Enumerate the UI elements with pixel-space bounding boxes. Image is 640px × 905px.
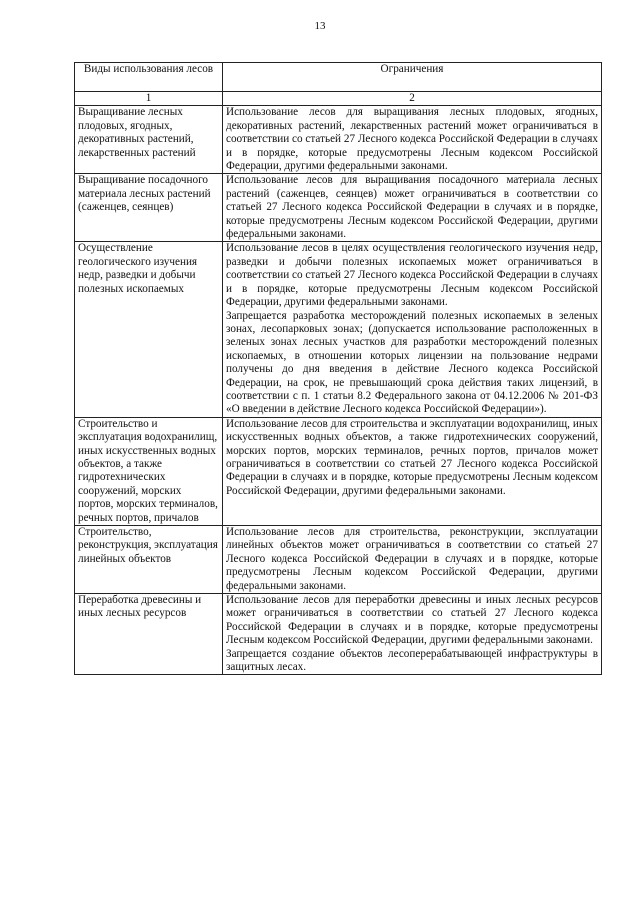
table-row [75,417,602,525]
restriction-cell [223,174,602,242]
table-row [75,106,602,174]
column-header-restrictions: Ограничения [223,63,602,92]
restriction-cell [223,242,602,417]
usage-kind-cell: Выращивание посадочного материала лесных растений (саженцев, сеянцев) [75,174,223,242]
table-row [75,174,602,242]
restriction-paragraph: Запрещается разработка месторождений полезных ископаемых в зеленых зонах, лесопарковых зонах; (допускается использование расположенных в зеленых зонах лесных участков для разработки месторождений полезных ископаемых, в отношении которых лицензии на пользование недрами получены до дня введения в действие Лесного кодекса Российской Федерации, на срок, не превышающий срока действия таких лицензий, в соответствии с п. 1 статьи 8.2 Федерального закона от 04.12.2006 № 201-ФЗ «О введении в действие Лесного кодекса Российской Федерации»). [226,309,598,416]
restriction-paragraph: Использование лесов для выращивания посадочного материала лесных растений (саженцев, сеянцев) может ограничиваться в соответствии со статьей 27 Лесного кодекса Российской Федерации в случаях и в порядке, которые предусмотрены Лесным кодексом Российской Федерации, другими федеральными законами. [226,174,598,241]
page-number: 13 [314,20,326,32]
table-body [75,106,602,675]
table-header-row [75,63,602,92]
restriction-paragraph: Использование лесов для строительства и эксплуатации водохранилищ, иных искусственных водных объектов, а также гидротехнических сооружений, морских портов, морских терминалов, речных портов, причалов может ограничиваться в соответствии со статьей 27 Лесного кодекса Российской Федерации в случаях и в порядке, которые предусмотрены Лесным кодексом Российской Федерации, другими федеральными законами. [226,417,598,497]
column-number-row [75,92,602,106]
table-row [75,526,602,594]
restriction-cell [223,526,602,594]
restriction-paragraph: Использование лесов для переработки древесины и иных лесных ресурсов может ограничиваться в соответствии со статьей 27 Лесного кодекса Российской Федерации в случаях и в порядке, которые предусмотрены Лесным кодексом Российской Федерации, другими федеральными законами. [226,594,598,647]
usage-kind-cell: Строительство, реконструкция, эксплуатация линейных объектов [75,526,223,594]
restrictions-table [74,62,602,675]
column-header-kinds: Виды использования лесов [75,63,223,92]
restriction-paragraph: Использование лесов для строительства, реконструкции, эксплуатации линейных объектов может ограничиваться в соответствии со статьей 27 Лесного кодекса Российской Федерации в случаях и в порядке, которые предусмотрены Лесным кодексом Российской Федерации, другими федеральными законами. [226,526,598,592]
restriction-cell [223,106,602,174]
restriction-paragraph: Использование лесов в целях осуществления геологического изучения недр, разведки и добычи полезных ископаемых может ограничиваться в соответствии со статьей 27 Лесного кодекса Российской Федерации в случаях и в порядке, которые предусмотрены Лесным кодексом Российской Федерации, другими федеральными законами. [226,242,598,309]
restriction-cell [223,594,602,675]
restriction-paragraph: Запрещается создание объектов лесоперерабатывающей инфраструктуры в защитных лесах. [226,647,598,674]
restriction-cell [223,417,602,525]
usage-kind-cell: Выращивание лесных плодовых, ягодных, декоративных растений, лекарственных растений [75,106,223,174]
restriction-paragraph: Использование лесов для выращивания лесных плодовых, ягодных, декоративных растений, лекарственных растений может ограничиваться в соответствии со статьей 27 Лесного кодекса Российской Федерации в случаях и в порядке, которые предусмотрены Лесным кодексом Российской Федерации, другими федеральными законами. [226,106,598,173]
column-number-2: 2 [223,92,602,106]
table-row [75,594,602,675]
column-number-1: 1 [75,92,223,106]
usage-kind-cell: Переработка древесины и иных лесных ресурсов [75,594,223,675]
usage-kind-cell: Строительство и эксплуатация водохранилищ, иных искусственных водных объектов, а также гидротехнических сооружений, морских портов, морских терминалов, речных портов, причалов [75,417,223,525]
table-row [75,242,602,417]
usage-kind-cell: Осуществление геологического изучения недр, разведки и добычи полезных ископаемых [75,242,223,417]
